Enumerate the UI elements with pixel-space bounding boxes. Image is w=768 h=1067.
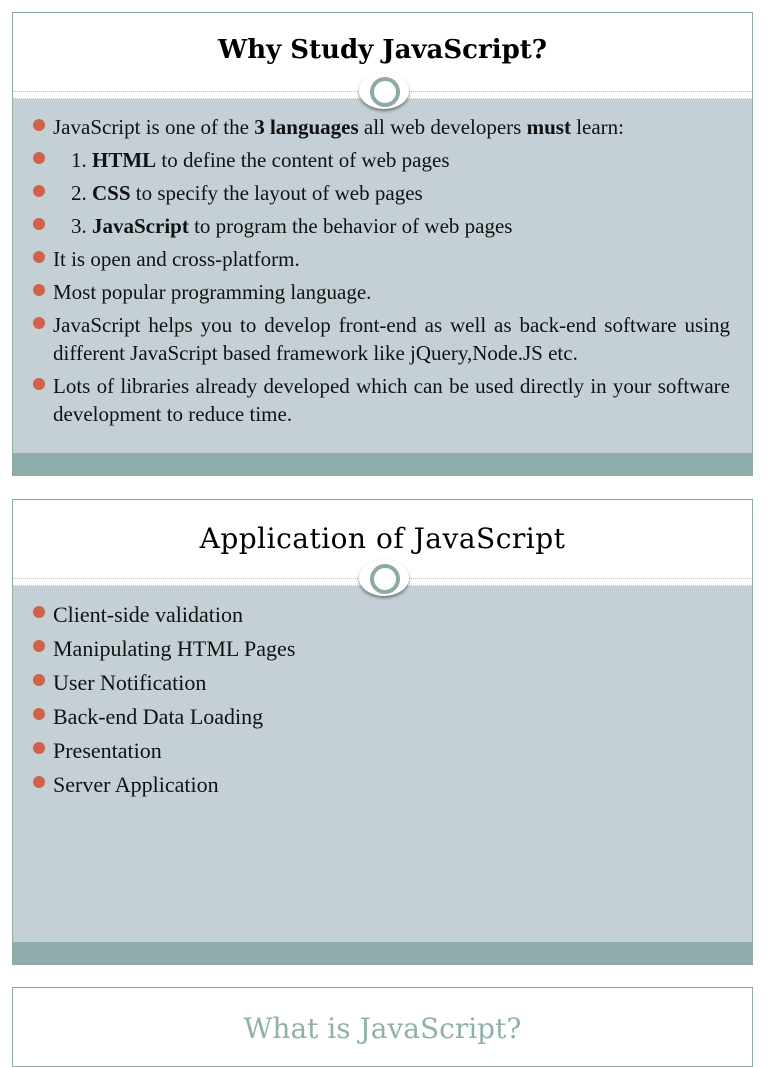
- list-item: Manipulating HTML Pages: [13, 634, 752, 664]
- list-item: It is open and cross-platform.: [13, 245, 752, 273]
- list-item: Server Application: [13, 770, 752, 800]
- slide-footer-band: [13, 942, 752, 964]
- slide-application-of-javascript[interactable]: [12, 499, 753, 965]
- bullet-dot-icon: [33, 708, 45, 720]
- list-item: JavaScript is one of the 3 languages all web developers must learn:: [13, 113, 752, 141]
- slide-footer-band: [13, 453, 752, 475]
- slide-title: What is JavaScript?: [243, 1012, 522, 1045]
- bullet-dot-icon: [33, 218, 45, 230]
- bullet-list: [13, 600, 752, 804]
- bullet-dot-icon: [33, 378, 45, 390]
- bullet-dot-icon: [33, 251, 45, 263]
- bullet-dot-icon: [33, 119, 45, 131]
- list-item: Back-end Data Loading: [13, 702, 752, 732]
- list-item: Client-side validation: [13, 600, 752, 630]
- ring-ornament-icon: [359, 560, 409, 596]
- slide-title: Application of JavaScript: [199, 522, 566, 555]
- bullet-dot-icon: [33, 185, 45, 197]
- bullet-list: [13, 113, 752, 433]
- list-item: JavaScript helps you to develop front-end as well as back-end software using different JavaScript based framework like jQuery,Node.JS etc.: [13, 311, 752, 367]
- list-item: Presentation: [13, 736, 752, 766]
- list-item: Lots of libraries already developed which can be used directly in your software development to reduce time.: [13, 372, 752, 428]
- list-item: 3. JavaScript to program the behavior of web pages: [13, 212, 752, 240]
- list-item: 1. HTML to define the content of web pages: [13, 146, 752, 174]
- bullet-dot-icon: [33, 674, 45, 686]
- list-item: Most popular programming language.: [13, 278, 752, 306]
- bullet-dot-icon: [33, 742, 45, 754]
- bullet-dot-icon: [33, 606, 45, 618]
- slide-title: Why Study JavaScript?: [218, 35, 547, 65]
- list-item: 2. CSS to specify the layout of web pages: [13, 179, 752, 207]
- bullet-dot-icon: [33, 152, 45, 164]
- list-item: User Notification: [13, 668, 752, 698]
- bullet-dot-icon: [33, 640, 45, 652]
- ring-ornament-icon: [359, 73, 409, 109]
- bullet-dot-icon: [33, 776, 45, 788]
- slide-what-is-javascript[interactable]: [12, 987, 753, 1067]
- slide-why-study-javascript[interactable]: [12, 12, 753, 476]
- bullet-dot-icon: [33, 284, 45, 296]
- slide-title-area: [13, 988, 752, 1066]
- bullet-dot-icon: [33, 317, 45, 329]
